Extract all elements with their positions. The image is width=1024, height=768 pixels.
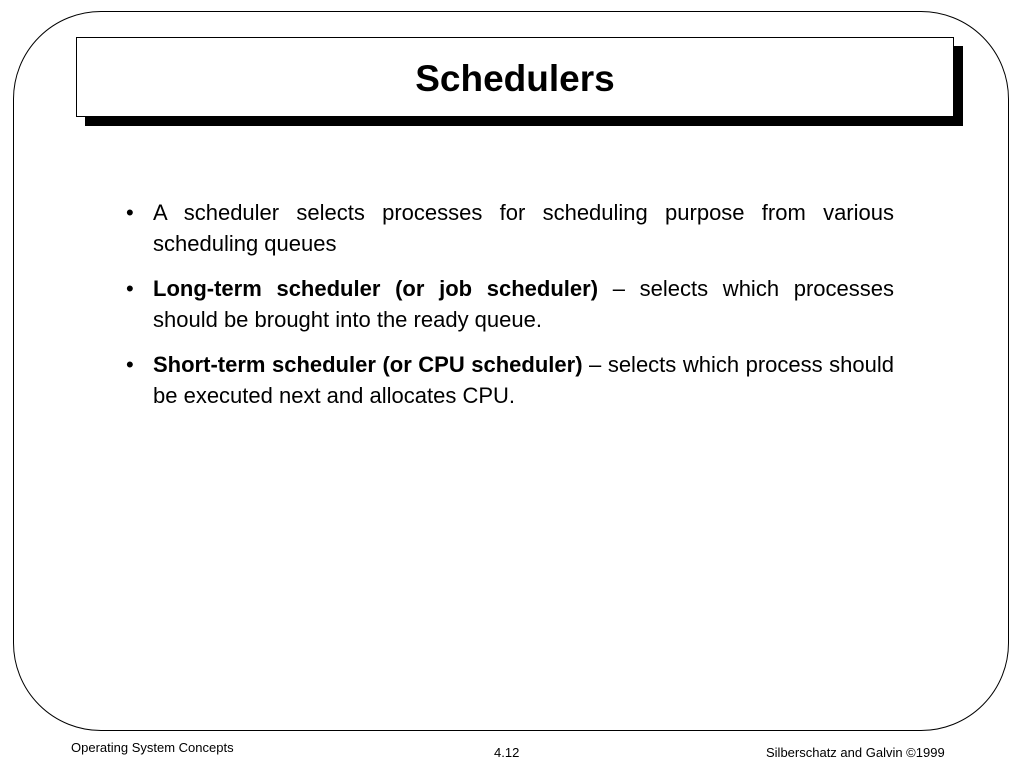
bullet-item <box>124 349 894 411</box>
bullet-item <box>124 273 894 335</box>
slide-title: Schedulers <box>415 57 615 99</box>
bullet-item <box>124 197 894 259</box>
bullet-text: A scheduler selects processes for scheduling purpose from various scheduling queues <box>153 200 894 256</box>
footer-course-title: Operating System Concepts <box>71 740 234 755</box>
title-box <box>76 37 954 117</box>
bullet-term: Short-term scheduler (or CPU scheduler) <box>153 352 583 377</box>
footer-page-number: 4.12 <box>494 745 520 760</box>
bullet-list <box>124 197 894 425</box>
bullet-dot-icon: • <box>126 276 134 301</box>
bullet-text: – selects which processes should be brought into the ready queue. <box>153 276 895 332</box>
bullet-term: Long-term scheduler (or job scheduler) <box>153 276 599 301</box>
footer-copyright: Silberschatz and Galvin ©1999 <box>766 745 945 760</box>
bullet-text: – selects which process should be executed next and allocates CPU. <box>153 352 894 408</box>
bullet-dot-icon: • <box>126 352 134 377</box>
bullet-dot-icon: • <box>126 200 134 225</box>
